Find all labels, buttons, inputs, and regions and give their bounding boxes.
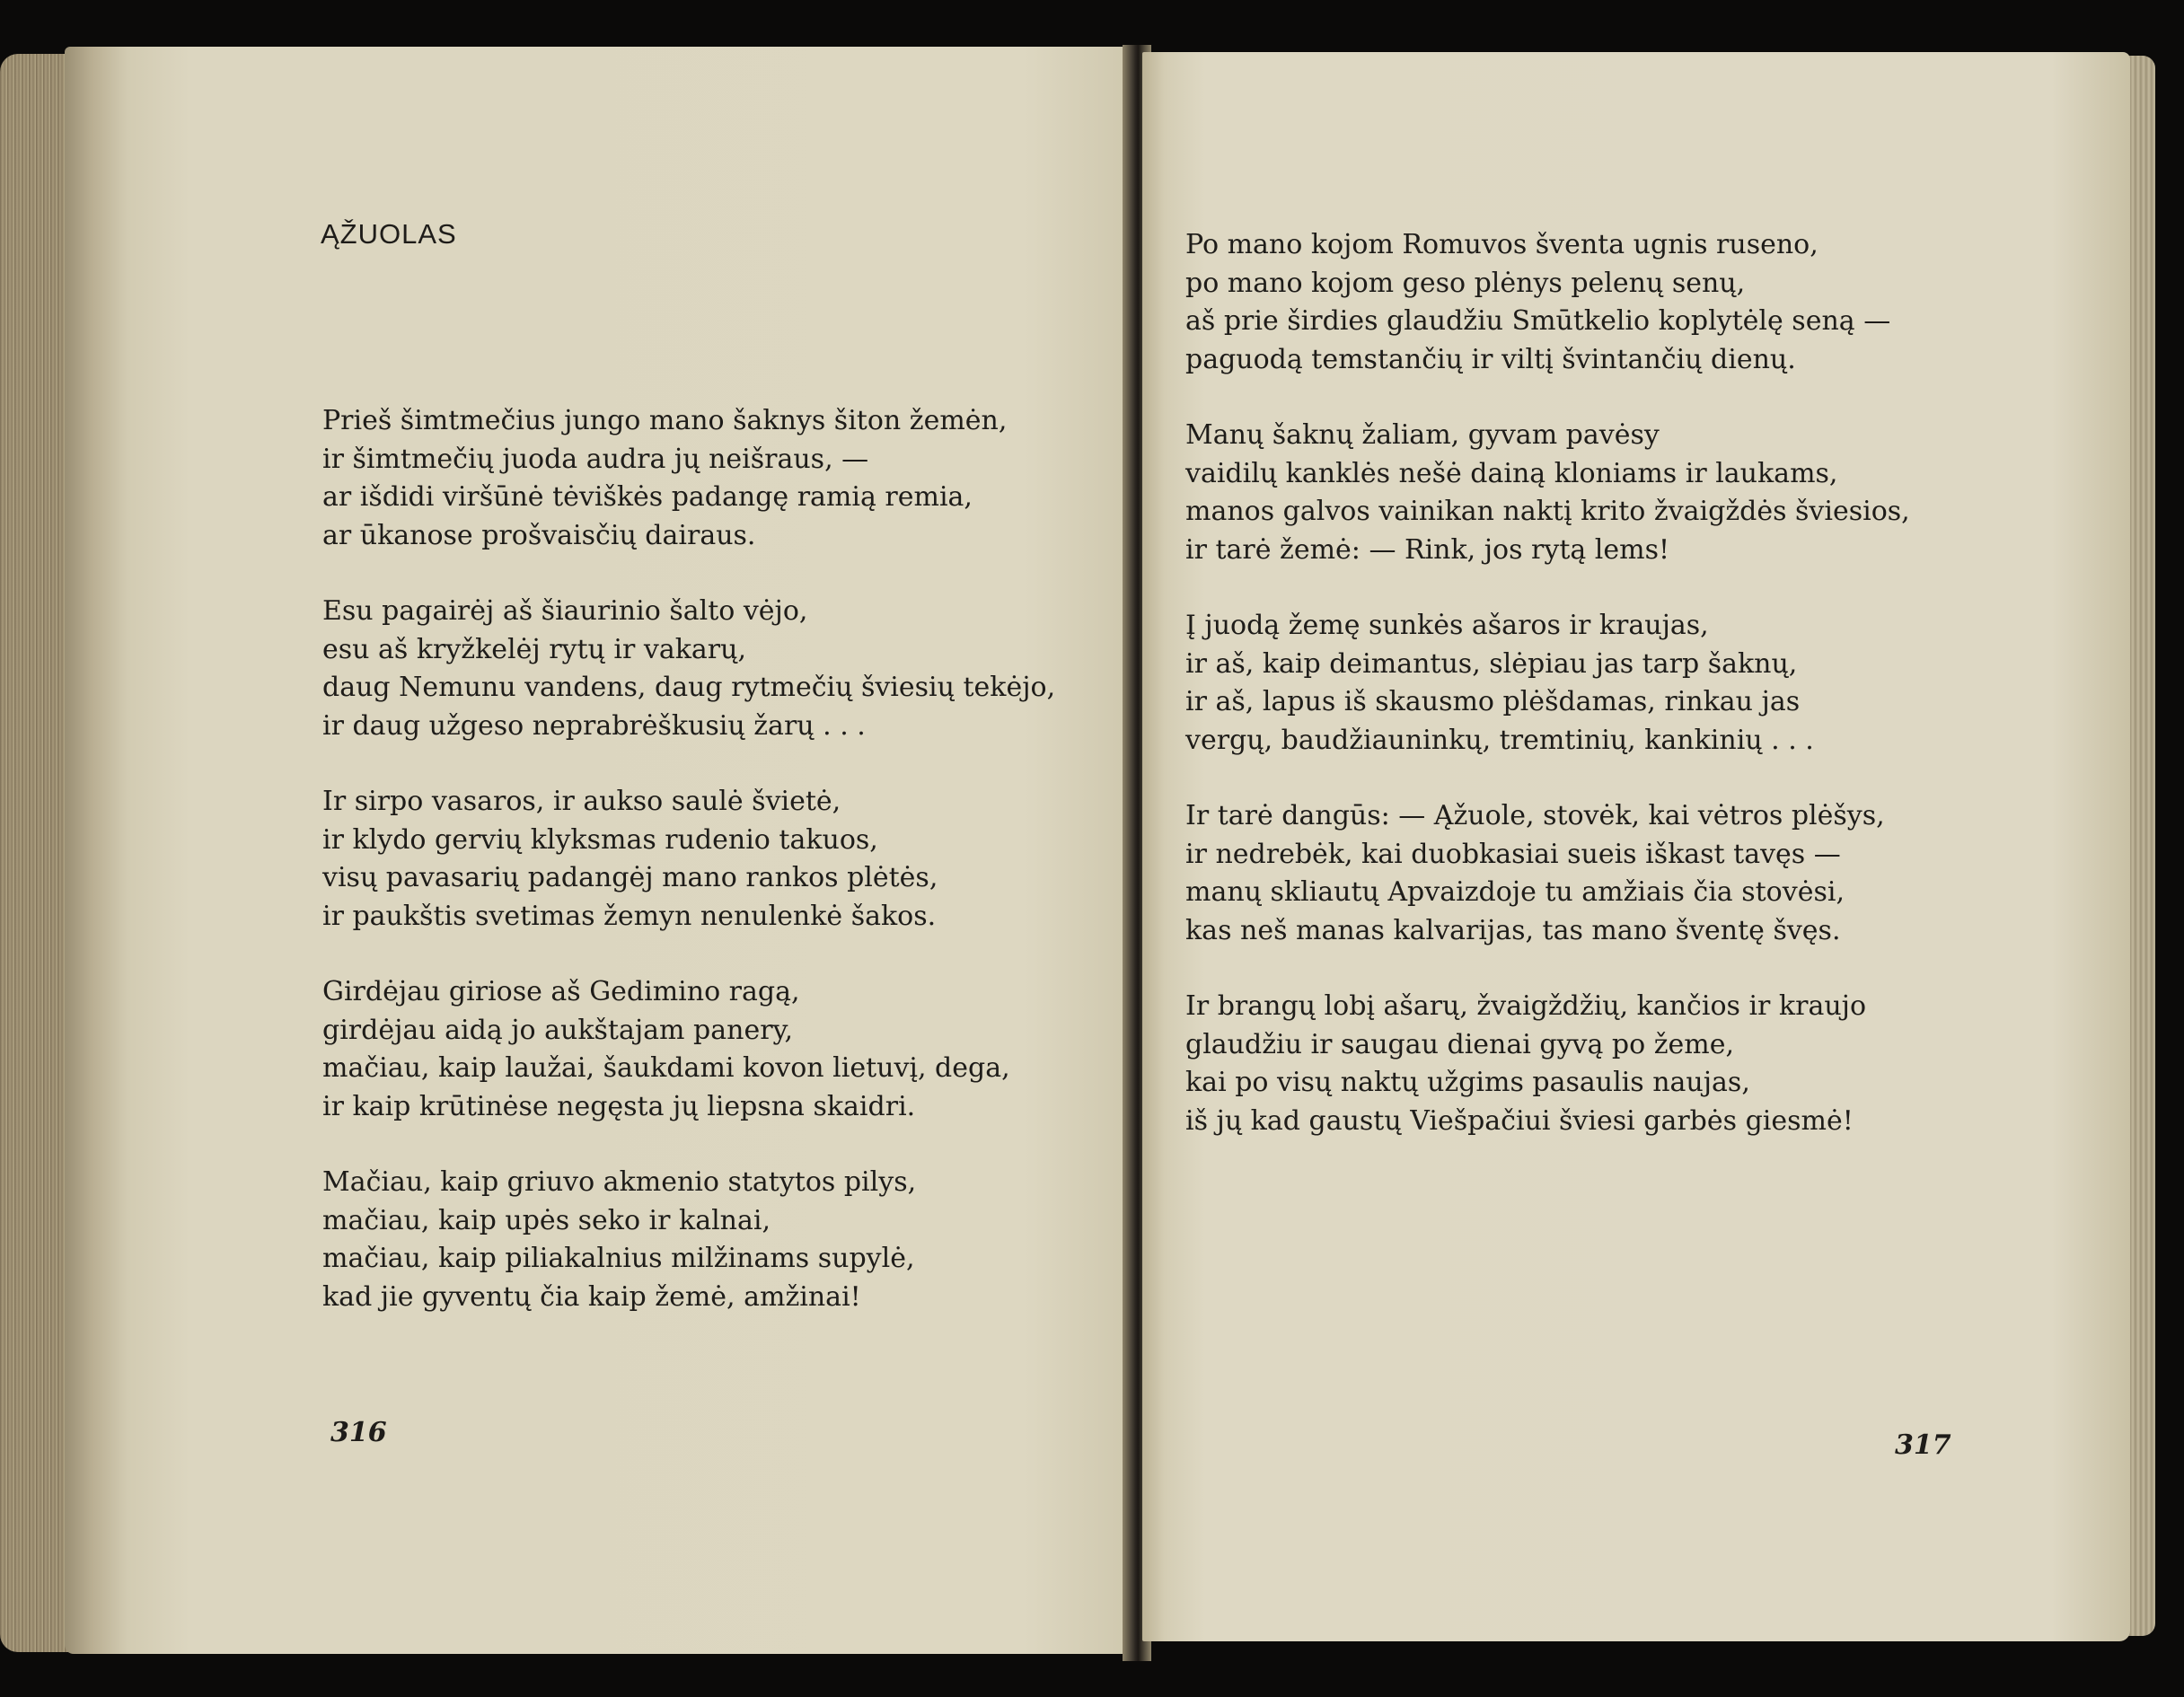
stanza — [1185, 607, 1910, 760]
poem-line: vergų, baudžiauninkų, tremtinių, kankinių . . . — [1185, 724, 1814, 756]
left-poem-text — [322, 402, 1055, 1354]
poem-line: kad jie gyventų čia kaip žemė, amžinai! — [322, 1280, 861, 1313]
poem-line: ir daug užgeso neprabrėškusių žarų . . . — [322, 709, 866, 742]
poem-line: esu aš kryžkelėj rytų ir vakarų, — [322, 633, 746, 665]
poem-line: ir paukštis svetimas žemyn nenulenkė šakos. — [322, 900, 937, 932]
poem-line: Mačiau, kaip griuvo akmenio statytos pilys, — [322, 1166, 917, 1198]
stanza — [1185, 988, 1910, 1140]
poem-line: Po mano kojom Romuvos šventa ugnis ruseno, — [1185, 229, 1819, 260]
poem-line: ir klydo gervių klyksmas rudenio takuos, — [322, 823, 878, 856]
poem-line: paguodą temstančių ir viltį švintančių dienų. — [1185, 343, 1796, 375]
stanza — [322, 402, 1055, 555]
poem-line: Ir brangų lobį ašarų, žvaigždžių, kančios ir kraujo — [1185, 990, 1867, 1022]
poem-line: kas neš manas kalvarijas, tas mano šventę švęs. — [1185, 914, 1841, 946]
poem-line: Ir tarė dangūs: — Ąžuole, stovėk, kai vėtros plėšys, — [1185, 800, 1885, 831]
poem-line: mačiau, kaip laužai, šaukdami kovon lietuvį, dega, — [322, 1052, 1010, 1084]
poem-line: vaidilų kanklės nešė dainą kloniams ir laukams, — [1185, 457, 1838, 489]
poem-line: iš jų kad gaustų Viešpačiui šviesi garbės giesmė! — [1185, 1104, 1854, 1137]
page-number-left: 316 — [330, 1417, 387, 1448]
stanza — [322, 1164, 1055, 1316]
poem-line: Prieš šimtmečius jungo mano šaknys šiton žemėn, — [322, 405, 1008, 436]
poem-line: Ir sirpo vasaros, ir aukso saulė švietė, — [322, 786, 841, 817]
poem-line: glaudžiu ir saugau dienai gyvą po žeme, — [1185, 1028, 1735, 1060]
poem-line: ir kaip krūtinėse negęsta jų liepsna skaidri. — [322, 1090, 916, 1122]
poem-line: girdėjau aidą jo aukštajam panery, — [322, 1014, 794, 1046]
poem-line: po mano kojom geso plėnys pelenų senų, — [1185, 267, 1746, 299]
poem-line: visų pavasarių padangėj mano rankos plėtės, — [322, 862, 938, 893]
poem-line: ir nedrebėk, kai duobkasiai sueis iškast tavęs — — [1185, 838, 1841, 870]
poem-line: manos galvos vainikan naktį krito žvaigždės šviesios, — [1185, 496, 1910, 527]
stanza — [322, 783, 1055, 936]
poem-line: Esu pagairėj aš šiaurinio šalto vėjo, — [322, 595, 808, 627]
right-poem-text — [1185, 226, 1910, 1178]
poem-line: Manų šaknų žaliam, gyvam pavėsy — [1185, 419, 1660, 451]
poem-line: aš prie širdies glaudžiu Smūtkelio koplytėlę seną — — [1185, 305, 1891, 337]
poem-line: ir šimtmečių juoda audra jų neišraus, — — [322, 443, 869, 475]
poem-line: mačiau, kaip piliakalnius milžinams supylė, — [322, 1243, 915, 1274]
poem-line: ir aš, kaip deimantus, slėpiau jas tarp šaknų, — [1185, 647, 1798, 680]
poem-line: daug Nemunu vandens, daug rytmečių šviesių tekėjo, — [322, 672, 1056, 703]
poem-line: ir tarė žemė: — Rink, jos rytą lems! — [1185, 533, 1670, 566]
poem-line: Į juodą žemę sunkės ašaros ir kraujas, — [1185, 610, 1709, 641]
poem-line: kai po visų naktų užgims pasaulis naujas, — [1185, 1067, 1750, 1098]
poem-line: mačiau, kaip upės seko ir kalnai, — [322, 1204, 771, 1236]
stanza — [1185, 417, 1910, 569]
stanza — [322, 593, 1055, 745]
poem-line: ar ūkanose prošvaisčių dairaus. — [322, 519, 756, 551]
stanza — [1185, 797, 1910, 950]
poem-line: ir aš, lapus iš skausmo plėšdamas, rinkau jas — [1185, 686, 1801, 717]
poem-title: ĄŽUOLAS — [321, 218, 457, 250]
poem-line: ar išdidi viršūnė tėviškės padangę ramią remia, — [322, 481, 973, 513]
poem-line: Girdėjau giriose aš Gedimino ragą, — [322, 976, 800, 1007]
stanza — [1185, 226, 1910, 379]
stanza — [322, 973, 1055, 1126]
page-number-right: 317 — [1895, 1429, 1951, 1461]
poem-line: manų skliautų Apvaizdoje tu amžiais čia stovėsi, — [1185, 876, 1845, 908]
